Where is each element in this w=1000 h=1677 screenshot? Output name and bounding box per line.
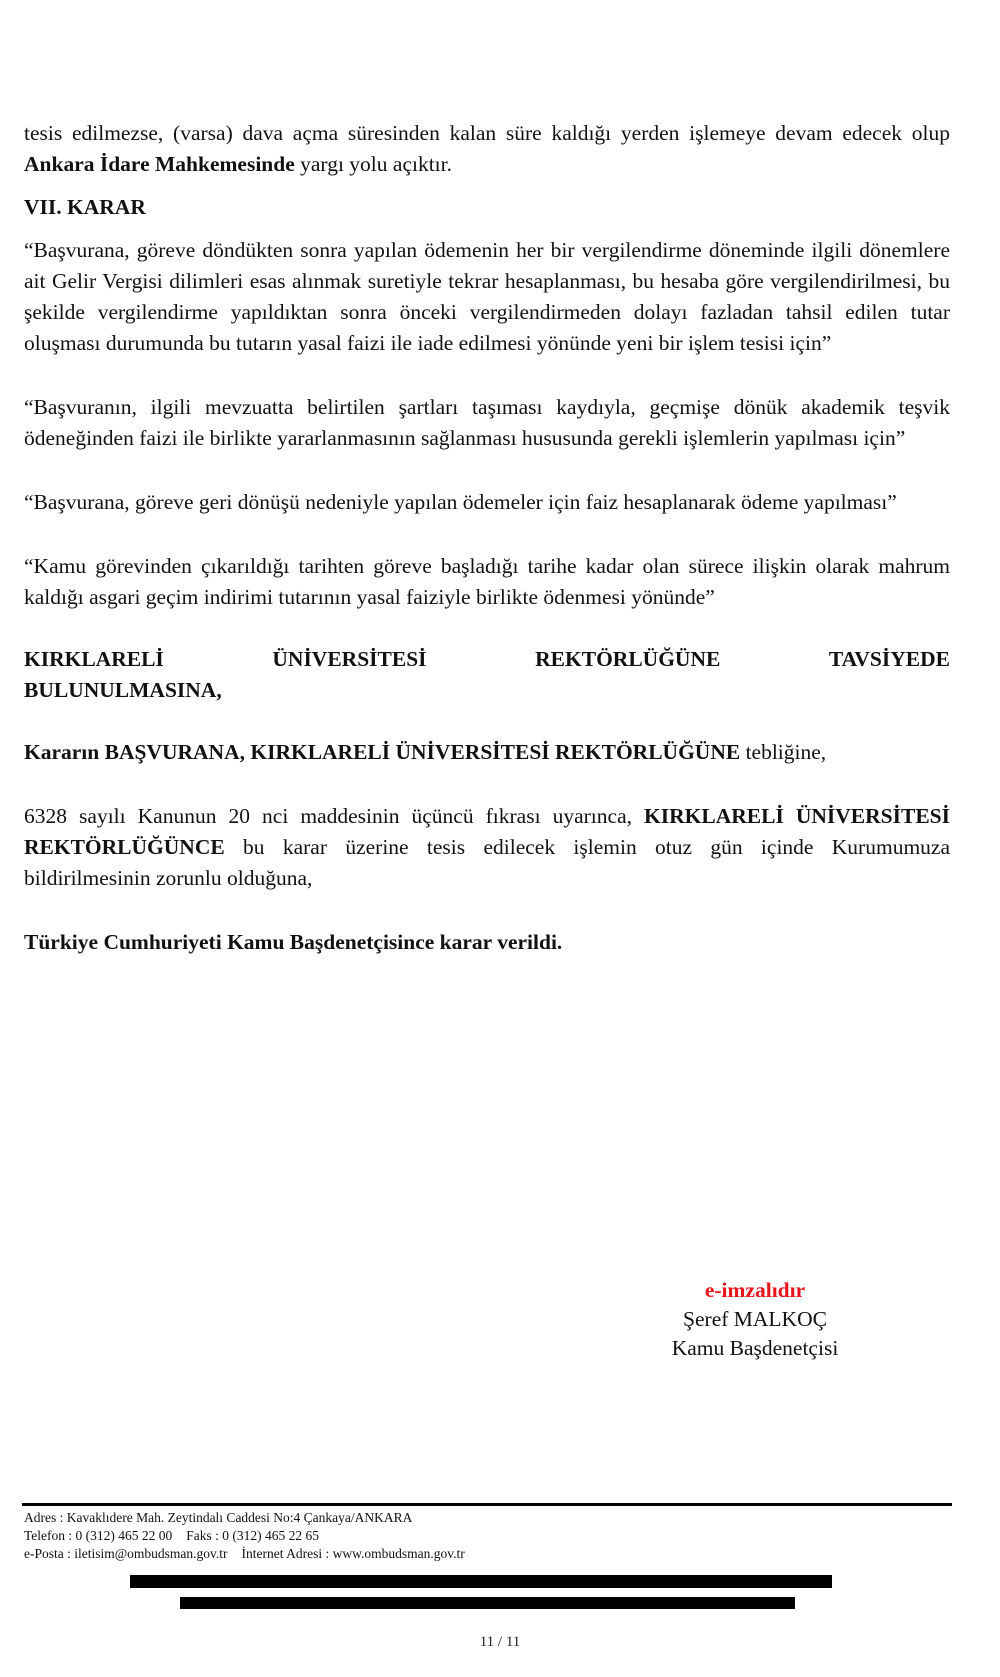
intro-text-part2: yargı yolu açıktır.	[294, 152, 453, 176]
decision-quote-1: “Başvurana, göreve döndükten sonra yapılan ödemenin her bir vergilendirme döneminde ilgili dönemlere ait Gelir Vergisi dilimleri esas alınmak suretiyle tekrar hesaplanması, bu hesaba göre vergilendirilmesi, bu şekilde vergilendirme yapıldıktan sonra önceki vergilendirmeden dolayı fazladan tahsil edilen tutar oluşması durumunda bu tutarın yasal faizi ile iade edilmesi yönünde yeni bir işlem tesisi için”	[24, 238, 950, 355]
article-text-part1: 6328 sayılı Kanunun 20 nci maddesinin üçüncü fıkrası uyarınca,	[24, 804, 645, 828]
recommendation-block	[24, 644, 950, 706]
redaction-bar	[180, 1597, 795, 1609]
decision-quote-4: “Kamu görevinden çıkarıldığı tarihten göreve başladığı tarihe kadar olan sürece ilişkin olarak mahrum kaldığı asgari geçim indirimi tutarının yasal faiziyle birlikte ödenmesi yönünde”	[24, 554, 950, 609]
recommendation-word: KIRKLARELİ	[24, 647, 164, 671]
footer-address: Adres : Kavaklıdere Mah. Zeytindalı Caddesi No:4 Çankaya/ANKARA	[24, 1510, 413, 1525]
footer-web-line	[24, 1545, 465, 1563]
intro-paragraph	[24, 118, 950, 180]
footer-website: İnternet Adresi : www.ombudsman.gov.tr	[241, 1546, 465, 1561]
recommendation-word: ÜNİVERSİTESİ	[272, 647, 427, 671]
footer-divider	[22, 1503, 952, 1506]
footer-contact	[24, 1509, 465, 1563]
page-number: 11 / 11	[479, 1634, 521, 1650]
footer-fax: Faks : 0 (312) 465 22 65	[186, 1528, 320, 1543]
redaction-bar	[130, 1575, 832, 1588]
footer-email: e-Posta : iletisim@ombudsman.gov.tr	[24, 1546, 228, 1561]
article-institution: KIRKLARELİ ÜNİVERSİTESİ REKTÖRLÜĞÜNCE	[24, 804, 950, 859]
recommendation-line-1	[24, 644, 950, 675]
signatory-title: Kamu Başdenetçisi	[671, 1336, 839, 1360]
intro-court-name: Ankara İdare Mahkemesinde	[24, 152, 295, 176]
article-paragraph	[24, 801, 950, 894]
decision-quote-2: “Başvuranın, ilgili mevzuatta belirtilen şartları taşıması kaydıyla, geçmişe dönük akademik teşvik ödeneğinden faizi ile birlikte yararlanmasının sağlanması hususunda gerekli işlemlerin yapılması için”	[24, 395, 950, 450]
signature-block	[640, 1276, 870, 1363]
recommendation-word: TAVSİYEDE	[828, 647, 950, 671]
decision-quote-3: “Başvurana, göreve geri dönüşü nedeniyle yapılan ödemeler için faiz hesaplanarak ödeme yapılması”	[24, 490, 897, 514]
footer-phone-line	[24, 1527, 465, 1545]
notification-parties: Kararın BAŞVURANA, KIRKLARELİ ÜNİVERSİTESİ REKTÖRLÜĞÜNE	[24, 740, 741, 764]
recommendation-word: REKTÖRLÜĞÜNE	[535, 647, 721, 671]
notification-paragraph	[24, 737, 950, 768]
closing-statement: Türkiye Cumhuriyeti Kamu Başdenetçisince karar verildi.	[24, 930, 563, 954]
recommendation-line-2: BULUNULMASINA,	[24, 678, 222, 702]
footer-phone: Telefon : 0 (312) 465 22 00	[24, 1528, 173, 1543]
notification-rest: tebliğine,	[740, 740, 827, 764]
signatory-name: Şeref MALKOÇ	[683, 1307, 827, 1331]
e-signature-label: e-imzalıdır	[704, 1278, 806, 1302]
article-text-part2: bu karar üzerine tesis edilecek işlemin otuz gün içinde Kurumumuza bildirilmesinin zorunlu olduğuna,	[24, 835, 950, 890]
section-heading: VII. KARAR	[24, 195, 146, 219]
document-body	[24, 118, 950, 958]
intro-text-part1: tesis edilmezse, (varsa) dava açma süresinden kalan süre kaldığı yerden işlemeye devam edecek olup	[24, 121, 950, 145]
